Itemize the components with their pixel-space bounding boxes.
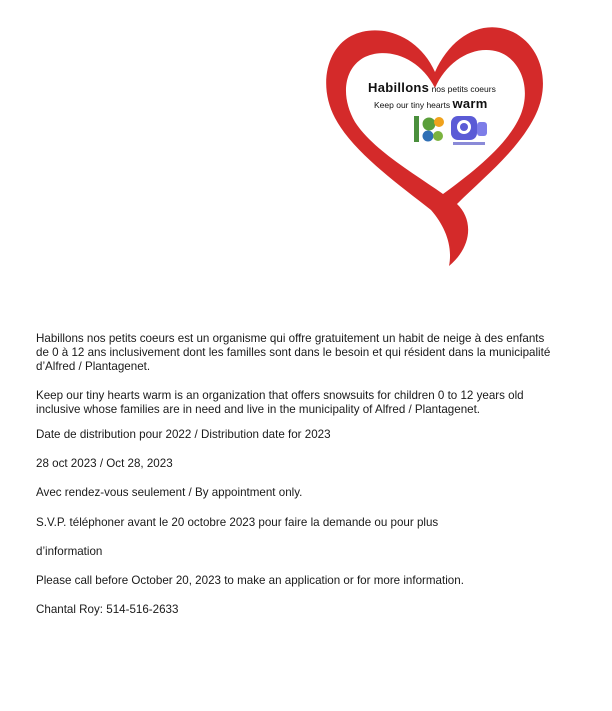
document-body — [36, 332, 556, 617]
heart-logo — [323, 14, 548, 269]
heart-shape — [323, 14, 548, 269]
distribution-label: Date de distribution pour 2022 / Distribution date for 2023 — [36, 428, 331, 442]
french-intro-paragraph: Habillons nos petits coeurs est un organisme qui offre gratuitement un habit de neige à des enfants de 0 à 12 ans inclusivement dont les familles sont dans le besoin et qui résident dans la municipalité d’Alfred / Plantagenet. — [36, 332, 551, 374]
contact-line: Chantal Roy: 514-516-2633 — [36, 603, 179, 617]
english-intro-paragraph: Keep our tiny hearts warm is an organization that offers snowsuits for children 0 to 12 years old inclusive whose families are in need and live in the municipality of Alfred / Plantagenet. — [36, 388, 524, 416]
distribution-date: 28 oct 2023 / Oct 28, 2023 — [36, 457, 173, 471]
logo-title-small: nos petits coeurs — [429, 84, 496, 94]
logo-title-big: Habillons — [368, 80, 430, 95]
logo-subtitle-big: warm — [452, 96, 488, 111]
call-english: Please call before October 20, 2023 to make an application or for more information. — [36, 574, 464, 588]
call-french-line-1: S.V.P. téléphoner avant le 20 octobre 2023 pour faire la demande ou pour plus — [36, 515, 439, 529]
call-french-line-2: d’information — [36, 544, 103, 558]
appointment-note: Avec rendez-vous seulement / By appointment only. — [36, 486, 303, 500]
logo-subtitle-small: Keep our tiny hearts — [374, 100, 453, 110]
logo-subtitle — [374, 96, 488, 111]
logo-title — [368, 80, 496, 95]
